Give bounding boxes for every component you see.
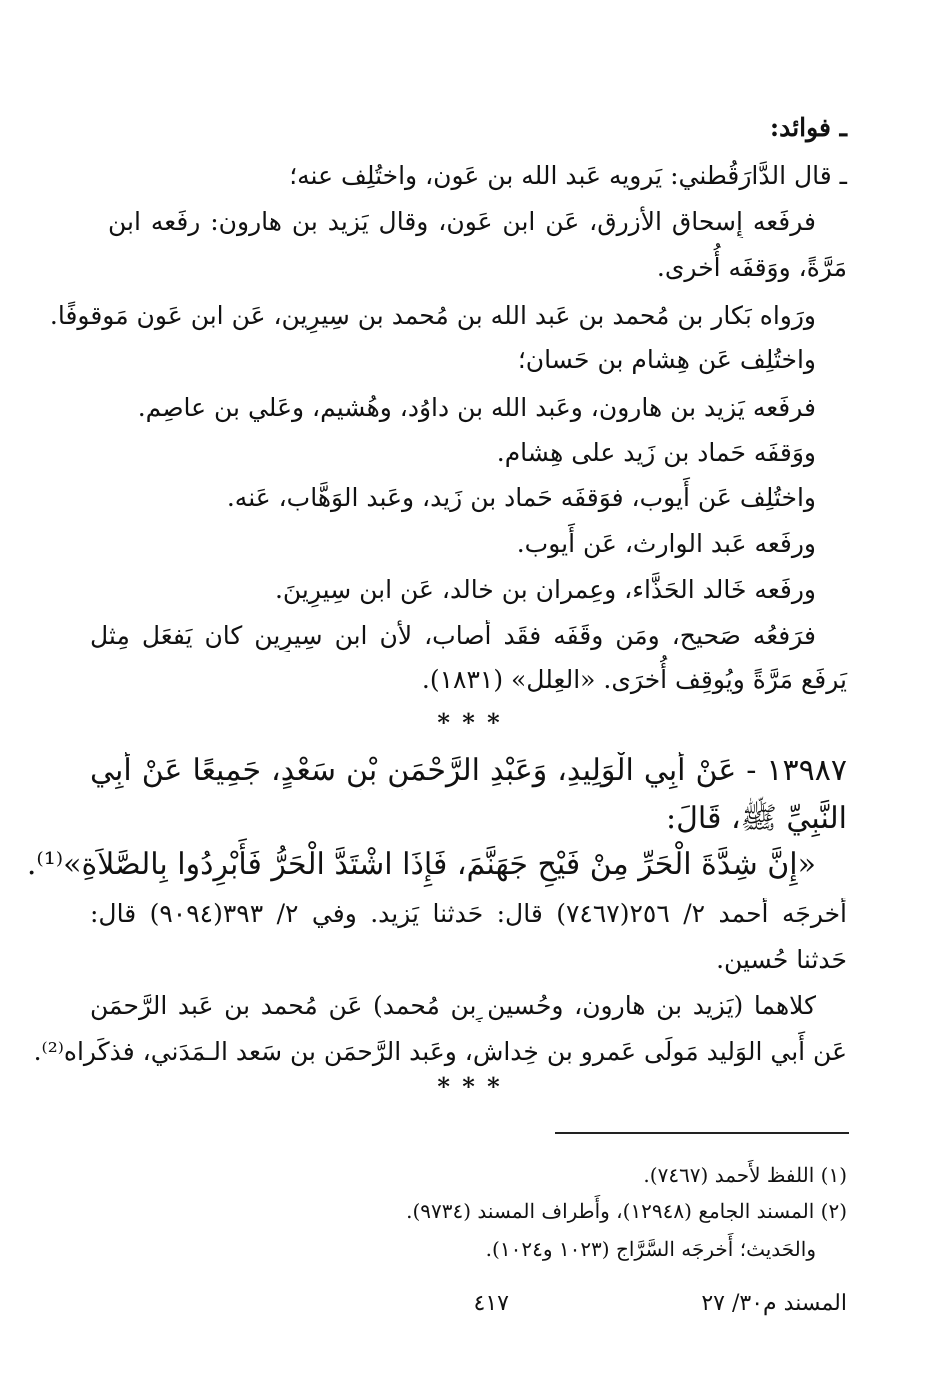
body-line: ـ قال الدَّارَقُطني: يَرويه عَبد الله بن عَون، واختُلِف عنه؛ [289, 161, 847, 190]
takhrij-line: حَدثنا حُسين. [716, 945, 847, 974]
hadith-line: النَّبِيِّ ﷺ، قَالَ: [666, 801, 847, 836]
body-line: ورفَعه خَالد الحَذَّاء، وعِمران بن خالد، عَن ابن سِيرِينَ. [274, 575, 816, 604]
body-line: ورَواه بَكار بن مُحمد بن عَبد الله بن مُحمد بن سِيرِين، عَن ابن عَون مَوقوفًا. [49, 301, 816, 330]
body-line: واختُلِف عَن أَيوب، فوَقفَه حَماد بن زَيد، وعَبد الوَهَّاب، عَنه. [226, 483, 816, 512]
footnote: والحَديث؛ أَخرجَه السَّرَّاج (١٠٢٣ و١٠٢٤). [485, 1237, 816, 1261]
body-line: مَرَّةً، ووَقفَه أُخرى. [656, 253, 847, 282]
body-line: فرفَعه إِسحاق الأَزرق، عَن ابن عَون، وقال يَزيد بن هارون: رفَعه ابن [108, 207, 816, 236]
footnote: (٢) المسند الجامع (١٢٩٤٨)، وأَطراف المسند (٩٧٣٤). [406, 1199, 847, 1223]
section-heading: ـ فوائد: [769, 113, 847, 142]
page-signature: المسند م٣٠/ ٢٧ [701, 1291, 847, 1316]
takhrij-line: عَن أَبي الوَليد مَولَى عَمرو بن خِداش، وعَبد الرَّحمَن بن سَعد الـمَدَني، فذكَراه⁽²⁾. [33, 1037, 847, 1066]
takhrij-line: أَخرجَه أَحمد ٢/ ٢٥٦(٧٤٦٧) قال: حَدثنا يَزيد. وفي ٢/ ٣٩٣(٩٠٩٤) قال: [90, 899, 847, 928]
body-line: ووَقفَه حَماد بن زَيد على هِشام. [496, 438, 816, 467]
hadith-line: ١٣٩٨٧ - عَنْ أَبِي الْوَلِيدِ، وَعَبْدِ الرَّحْمَنِ بْنِ سَعْدٍ، جَمِيعًا عَنْ أَبِي [90, 753, 847, 788]
body-line: ورفَعه عَبد الوارث، عَن أَيوب. [516, 529, 816, 558]
page-number: ٤١٧ [473, 1291, 509, 1316]
body-line: فرفَعه يَزيد بن هارون، وعَبد الله بن داوُد، وهُشيم، وعَلي بن عاصِم. [137, 393, 816, 422]
takhrij-line: كلاهما (يَزيد بن هارون، وحُسين بن مُحمد) عَن مُحمد بن عَبد الرَّحمَن [90, 991, 816, 1020]
body-line: واختُلِف عَن هِشام بن حَسان؛ [517, 345, 816, 374]
footnote: (١) اللفظ لأَحمد (٧٤٦٧). [643, 1163, 847, 1187]
separator-stars: * * * [437, 1072, 502, 1101]
body-line: فرَفعُه صَحيح، ومَن وقَفَه فقَد أَصاب، لأَن ابن سِيرِين كان يَفعَل مِثل [90, 621, 816, 650]
hadith-text: «إِنَّ شِدَّةَ الْحَرِّ مِنْ فَيْحِ جَهَنَّمَ، فَإِذَا اشْتَدَّ الْحَرُّ فَأَبْرِدُوا بِالصَّلاَةِ»⁽¹⁾. [26, 847, 816, 882]
separator-stars: * * * [437, 708, 502, 737]
body-line: يَرفَع مَرَّةً ويُوقِف أُخرَى. «العِلل» (١٨٣١). [421, 665, 847, 694]
footnote-rule [555, 1132, 849, 1134]
